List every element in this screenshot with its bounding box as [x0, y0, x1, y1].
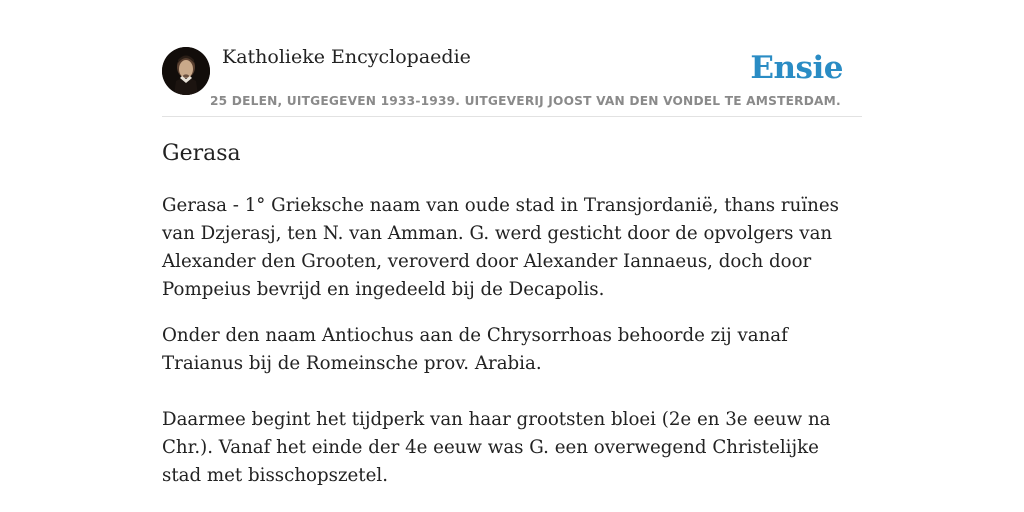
article	[162, 138, 862, 490]
site-title[interactable]: Katholieke Encyclopaedie	[222, 46, 471, 68]
portrait-illustration	[162, 47, 210, 95]
article-paragraph: Daarmee begint het tijdperk van haar grootsten bloei (2e en 3e eeuw na Chr.). Vanaf het einde der 4e eeuw was G. een overwegend Christelijke stad met bisschopszetel.	[162, 409, 831, 486]
article-title: Gerasa	[162, 141, 241, 166]
portrait-avatar-icon[interactable]	[162, 47, 210, 95]
article-paragraph: Gerasa - 1° Grieksche naam van oude stad in Transjordanië, thans ruïnes van Dzjerasj, ten N. van Amman. G. werd gesticht door de opvolgers van Alexander den Grooten, veroverd door Alexander Iannaeus, doch door Pompeius bevrijd en ingedeeld bij de Decapolis.	[162, 195, 839, 300]
ensie-brand-link[interactable]: Ensie	[750, 50, 843, 86]
site-subtitle: 25 DELEN, UITGEGEVEN 1933-1939. UITGEVERIJ JOOST VAN DEN VONDEL TE AMSTERDAM.	[210, 94, 841, 108]
site-header	[162, 44, 862, 117]
article-paragraph: Onder den naam Antiochus aan de Chrysorrhoas behoorde zij vanaf Traianus bij de Romeinsche prov. Arabia.	[162, 325, 788, 374]
